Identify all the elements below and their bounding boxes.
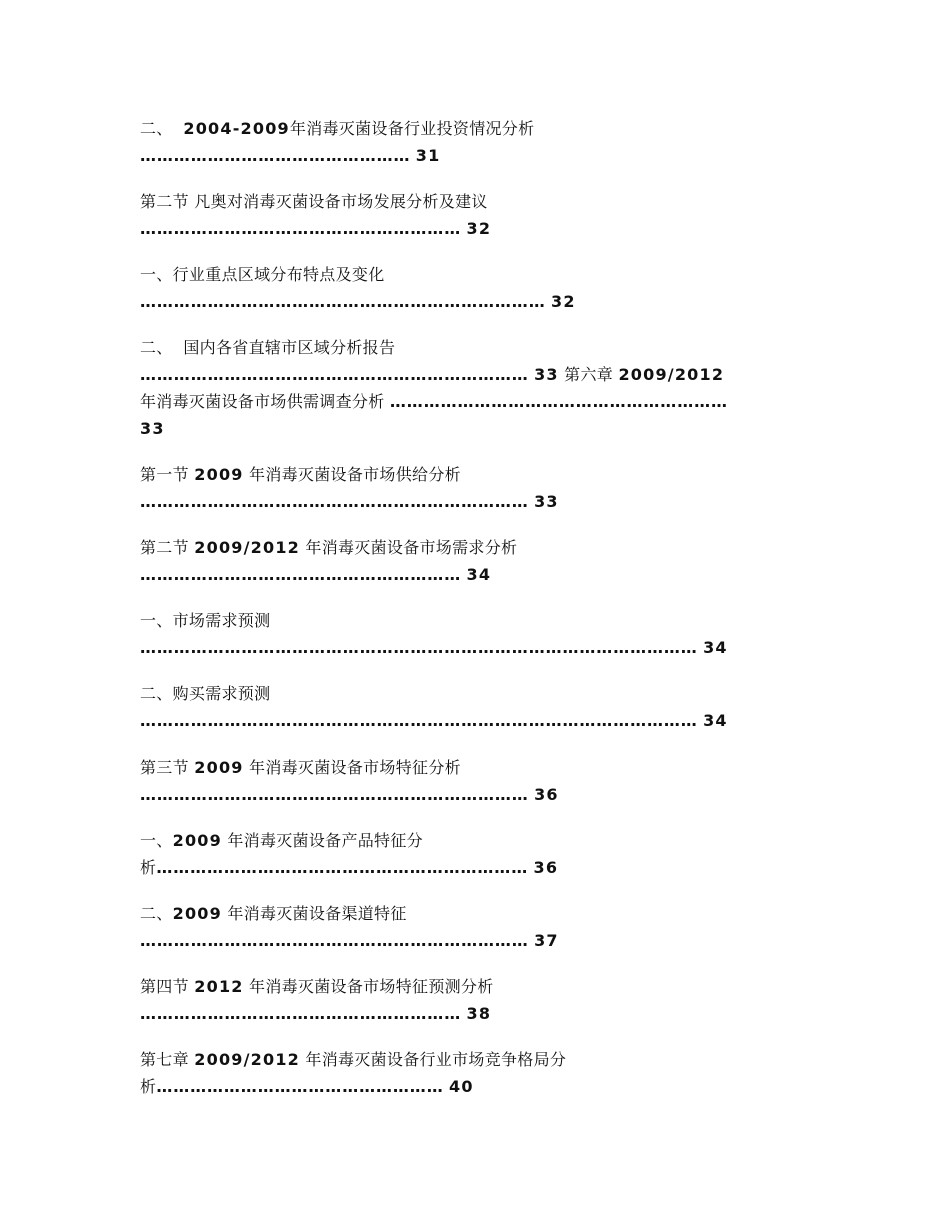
toc-year: 2012: [194, 977, 244, 996]
toc-page-number[interactable]: 34: [703, 638, 728, 657]
toc-title-text: 二、 国内各省直辖市区域分析报告: [140, 338, 396, 357]
toc-page-number[interactable]: 33: [534, 492, 559, 511]
toc-entry-title: [140, 465, 461, 485]
toc-page-number[interactable]: 32: [466, 219, 492, 238]
toc-entry-title: [140, 684, 270, 704]
toc-page-number[interactable]: 31: [415, 146, 441, 165]
toc-leader-line: [140, 858, 558, 878]
toc-leader-line: [140, 146, 440, 166]
toc-dot-leader: …………………………………………………: [140, 1004, 462, 1023]
toc-leader-line: [140, 492, 559, 512]
toc-year: 2004-2009: [183, 119, 290, 138]
toc-entry-title: [140, 831, 423, 851]
toc-chapter-label: 第六章: [564, 365, 614, 384]
toc-prefix: 第二节: [140, 538, 195, 557]
toc-leader-line: [140, 931, 559, 951]
toc-year: 2009/2012: [194, 1050, 301, 1069]
toc-page-number[interactable]: 33: [140, 419, 165, 438]
toc-title-text: 年消毒灭菌设备产品特征分: [227, 831, 423, 850]
toc-prefix: 第七章: [140, 1050, 195, 1069]
toc-dot-leader: ………………………………………………………………………………………: [140, 711, 698, 730]
toc-leader-line: [140, 1077, 474, 1097]
toc-page-number[interactable]: 33: [534, 365, 559, 384]
toc-prefix: 第三节: [140, 758, 195, 777]
toc-dot-leader: ……………………………………………………: [389, 392, 728, 411]
toc-page-number[interactable]: 38: [466, 1004, 492, 1023]
toc-dot-leader: ……………………………………………………………: [140, 492, 529, 511]
toc-entry-title: [140, 904, 407, 924]
toc-dot-leader: ………………………………………………………………………………………: [140, 638, 698, 657]
toc-title-text: 二、购买需求预测: [140, 684, 271, 703]
toc-title-text: 一、行业重点区域分布特点及变化: [140, 265, 385, 284]
toc-title-text: 第二节 凡奥对消毒灭菌设备市场发展分析及建议: [140, 192, 488, 211]
toc-title-text: 一、市场需求预测: [140, 611, 271, 630]
toc-year: 2009: [172, 831, 222, 850]
toc-leader-line: [140, 711, 728, 731]
toc-dot-leader: ………………………………………………………………: [140, 292, 546, 311]
toc-prefix: 二、: [140, 119, 184, 138]
toc-page-number[interactable]: 32: [551, 292, 576, 311]
toc-dot-leader: …………………………………………………………: [156, 858, 529, 877]
toc-entry-title: [140, 538, 517, 558]
toc-title-tail: 析: [140, 1077, 157, 1096]
toc-entry-title: [140, 1050, 566, 1070]
toc-entry-title: [140, 392, 728, 412]
toc-entry-title: [140, 338, 395, 358]
toc-year: 2009: [172, 904, 222, 923]
toc-dot-leader: ……………………………………………………………: [140, 365, 529, 384]
toc-page-number[interactable]: 40: [449, 1077, 474, 1096]
toc-entry-title: [140, 192, 488, 212]
toc-page-number[interactable]: 36: [533, 858, 559, 877]
toc-entry-title: [140, 265, 385, 285]
toc-title-text: 年消毒灭菌设备行业市场竞争格局分: [305, 1050, 567, 1069]
toc-dot-leader: …………………………………………: [140, 146, 411, 165]
toc-prefix: 第一节: [140, 465, 195, 484]
toc-leader-line: [140, 365, 724, 385]
toc-prefix: 二、: [140, 904, 173, 923]
toc-year: 2009: [194, 465, 244, 484]
toc-year: 2009/2012: [618, 365, 725, 384]
toc-page-number[interactable]: 34: [703, 711, 728, 730]
toc-year: 2009: [194, 758, 244, 777]
toc-entry-title: [140, 119, 534, 139]
toc-prefix: 一、: [140, 831, 173, 850]
toc-entry-title: [140, 758, 461, 778]
toc-leader-line: [140, 419, 165, 439]
toc-dot-leader: ……………………………………………………………: [140, 931, 529, 950]
toc-title-tail: 析: [140, 858, 157, 877]
toc-title-text: 年消毒灭菌设备市场供需调查分析: [140, 392, 385, 411]
toc-dot-leader: …………………………………………………: [140, 219, 462, 238]
toc-page-number[interactable]: 37: [534, 931, 559, 950]
toc-page-number[interactable]: 34: [466, 565, 492, 584]
toc-page-number[interactable]: 36: [534, 785, 559, 804]
toc-leader-line: [140, 219, 491, 239]
toc-leader-line: [140, 785, 559, 805]
toc-dot-leader: ……………………………………………: [156, 1077, 444, 1096]
toc-title-text: 年消毒灭菌设备市场特征预测分析: [249, 977, 494, 996]
toc-leader-line: [140, 1004, 491, 1024]
toc-leader-line: [140, 292, 576, 312]
toc-title-text: 年消毒灭菌设备市场需求分析: [305, 538, 518, 557]
toc-leader-line: [140, 638, 728, 658]
toc-entry-title: [140, 611, 270, 631]
toc-dot-leader: ……………………………………………………………: [140, 785, 529, 804]
toc-leader-line: [140, 565, 491, 585]
toc-title-text: 年消毒灭菌设备渠道特征: [227, 904, 407, 923]
toc-dot-leader: …………………………………………………: [140, 565, 462, 584]
toc-title-text: 年消毒灭菌设备市场特征分析: [249, 758, 461, 777]
toc-entry-title: [140, 977, 494, 997]
toc-year: 2009/2012: [194, 538, 301, 557]
toc-title-text: 年消毒灭菌设备行业投资情况分析: [289, 119, 535, 138]
toc-prefix: 第四节: [140, 977, 195, 996]
toc-title-text: 年消毒灭菌设备市场供给分析: [249, 465, 461, 484]
